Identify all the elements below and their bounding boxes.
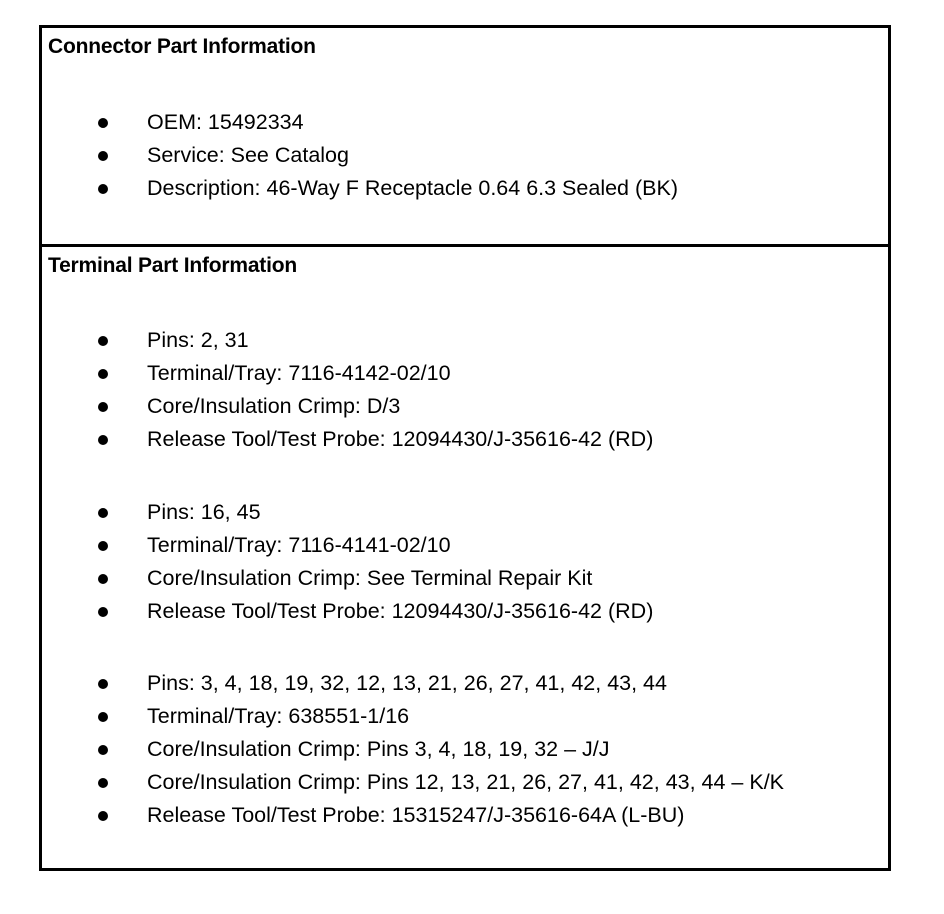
list-item xyxy=(42,595,888,628)
crimp-value: Core/Insulation Crimp: Pins 3, 4, 18, 19, 32 – J/J xyxy=(147,737,610,761)
bullet-icon xyxy=(98,574,108,584)
list-item xyxy=(42,324,888,357)
crimp-value: Core/Insulation Crimp: See Terminal Repair Kit xyxy=(147,566,593,590)
list-item xyxy=(42,423,888,456)
list-item xyxy=(42,106,888,139)
crimp-value: Core/Insulation Crimp: Pins 12, 13, 21, 26, 27, 41, 42, 43, 44 – K/K xyxy=(147,770,785,794)
terminal-group-1 xyxy=(42,324,888,456)
pins-value: Pins: 2, 31 xyxy=(147,328,249,352)
terminal-group-3 xyxy=(42,667,888,832)
terminal-group-2 xyxy=(42,496,888,628)
list-item xyxy=(42,667,888,700)
bullet-icon xyxy=(98,118,108,128)
release-tool-value: Release Tool/Test Probe: 12094430/J-35616-42 (RD) xyxy=(147,427,654,451)
part-information-table xyxy=(39,25,891,871)
release-tool-value: Release Tool/Test Probe: 15315247/J-35616-64A (L-BU) xyxy=(147,803,685,827)
bullet-icon xyxy=(98,402,108,412)
crimp-value: Core/Insulation Crimp: D/3 xyxy=(147,394,401,418)
connector-section-title: Connector Part Information xyxy=(48,35,316,58)
bullet-icon xyxy=(98,541,108,551)
oem-number: OEM: 15492334 xyxy=(147,110,304,134)
bullet-icon xyxy=(98,151,108,161)
list-item xyxy=(42,799,888,832)
bullet-icon xyxy=(98,184,108,194)
list-item xyxy=(42,357,888,390)
bullet-icon xyxy=(98,508,108,518)
list-item xyxy=(42,766,888,799)
pins-value: Pins: 16, 45 xyxy=(147,500,261,524)
connector-part-section xyxy=(42,28,888,245)
terminal-tray-value: Terminal/Tray: 638551-1/16 xyxy=(147,704,410,728)
bullet-icon xyxy=(98,607,108,617)
connector-info-list xyxy=(42,106,888,205)
list-item xyxy=(42,172,888,205)
list-item xyxy=(42,733,888,766)
list-item xyxy=(42,700,888,733)
bullet-icon xyxy=(98,369,108,379)
list-item xyxy=(42,529,888,562)
connector-description: Description: 46-Way F Receptacle 0.64 6.3 Sealed (BK) xyxy=(147,176,678,200)
service-info: Service: See Catalog xyxy=(147,143,349,167)
bullet-icon xyxy=(98,435,108,445)
terminal-part-section xyxy=(42,247,888,868)
terminal-tray-value: Terminal/Tray: 7116-4142-02/10 xyxy=(147,361,451,385)
list-item xyxy=(42,496,888,529)
bullet-icon xyxy=(98,679,108,689)
bullet-icon xyxy=(98,745,108,755)
bullet-icon xyxy=(98,778,108,788)
terminal-tray-value: Terminal/Tray: 7116-4141-02/10 xyxy=(147,533,451,557)
bullet-icon xyxy=(98,336,108,346)
pins-value: Pins: 3, 4, 18, 19, 32, 12, 13, 21, 26, 27, 41, 42, 43, 44 xyxy=(147,671,667,695)
release-tool-value: Release Tool/Test Probe: 12094430/J-35616-42 (RD) xyxy=(147,599,654,623)
list-item xyxy=(42,390,888,423)
terminal-section-title: Terminal Part Information xyxy=(48,254,297,277)
list-item xyxy=(42,139,888,172)
list-item xyxy=(42,562,888,595)
bullet-icon xyxy=(98,811,108,821)
bullet-icon xyxy=(98,712,108,722)
